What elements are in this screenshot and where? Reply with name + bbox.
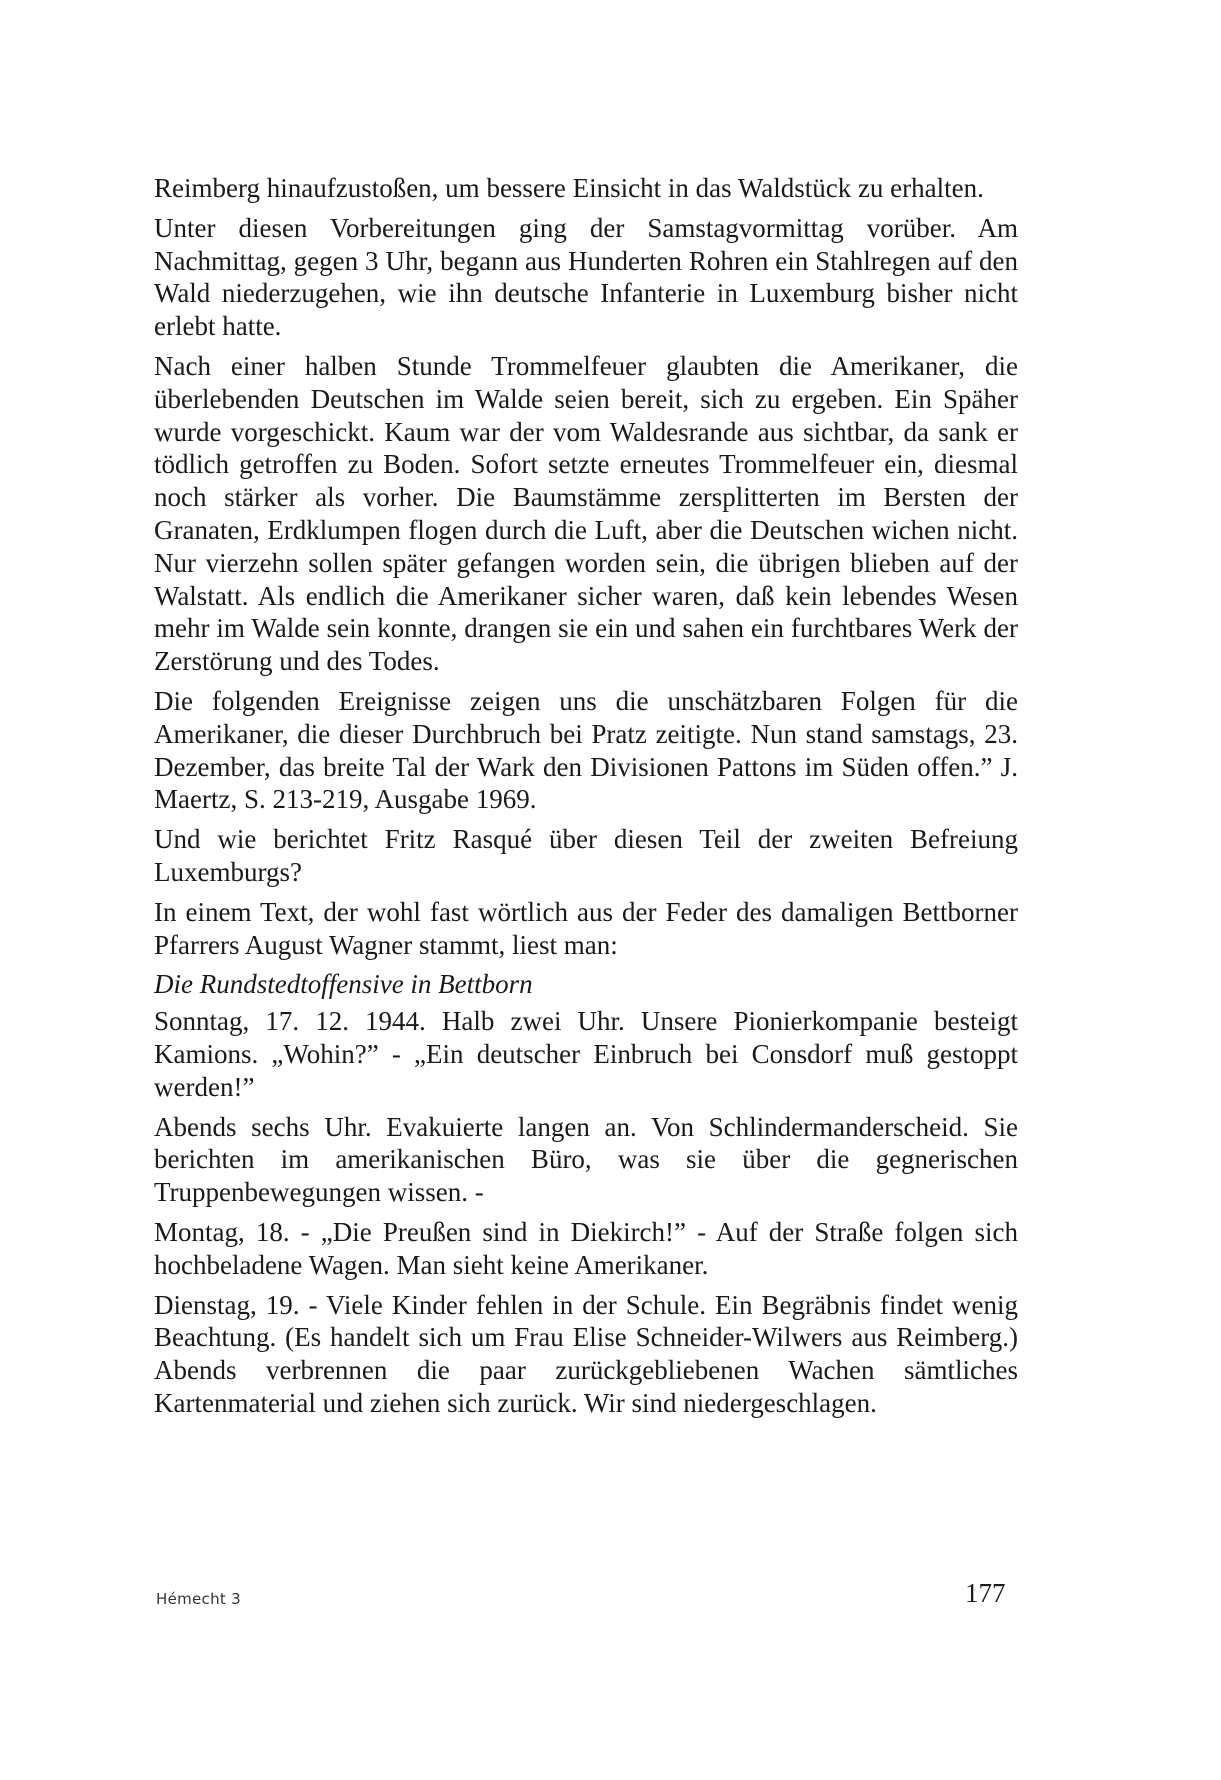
paragraph: Nach einer halben Stunde Trommelfeuer glaubten die Amerikaner, die überlebenden Deutschen im Walde seien bereit, sich zu ergeben. Ein Späher wurde vorgeschickt. Kaum war der vom Waldesrande aus sichtbar, da sank er tödlich getroffen zu Boden. Sofort setzte erneutes Trommelfeuer ein, diesmal noch stärker als vorher. Die Baumstämme zersplitterten im Bersten der Granaten, Erdklumpen flogen durch die Luft, aber die Deutschen wichen nicht. Nur vierzehn sollen später gefangen worden sein, die übrigen blieben auf der Walstatt. Als endlich die Amerikaner sicher waren, daß kein lebendes Wesen mehr im Walde sein konnte, drangen sie ein und sahen ein furchtbares Werk der Zerstörung und des Todes. [154,350,1018,677]
diary-entry: Sonntag, 17. 12. 1944. Halb zwei Uhr. Unsere Pionierkompanie besteigt Kamions. „Wohin?” - „Ein deutscher Einbruch bei Consdorf muß gestoppt werden!” [154,1006,1018,1102]
paragraph: Und wie berichtet Fritz Rasqué über diesen Teil der zweiten Befreiung Luxemburgs? [154,824,1018,887]
journal-name: Hémecht 3 [156,1590,241,1608]
diary-entry: Abends sechs Uhr. Evakuierte langen an. Von Schlindermanderscheid. Sie berichten im amerikanischen Büro, was sie über die gegnerischen Truppenbewegungen wissen. - [154,1111,1018,1208]
paragraph: Unter diesen Vorbereitungen ging der Samstagvormittag vorüber. Am Nachmittag, gegen 3 Uhr, begann aus Hunderten Rohren ein Stahlregen auf den Wald niederzugehen, wie ihn deutsche Infanterie in Luxemburg bisher nicht erlebt hatte. [154,212,1018,342]
paragraph: In einem Text, der wohl fast wörtlich aus der Feder des damaligen Bettborner Pfarrers August Wagner stammt, liest man: [154,896,1018,960]
paragraph: Reimberg hinaufzustoßen, um bessere Einsicht in das Waldstück zu erhalten. [154,173,984,203]
page-number: 177 [965,1578,1006,1608]
diary-entry: Dienstag, 19. - Viele Kinder fehlen in der Schule. Ein Begräbnis findet wenig Beachtung. (Es handelt sich um Frau Elise Schneider-Wilwers aus Reimberg.) Abends verbrennen die paar zurückgebliebenen Wachen sämtliches Kartenmaterial und ziehen sich zurück. Wir sind niedergeschlagen. [154,1289,1018,1418]
section-heading: Die Rundstedtoffensive in Bettborn [154,969,533,1000]
page-body [154,172,1018,1427]
paragraph: Die folgenden Ereignisse zeigen uns die unschätzbaren Folgen für die Amerikaner, die dieser Durchbruch bei Pratz zeitigte. Nun stand samstags, 23. Dezember, das breite Tal der Wark den Divisionen Pattons im Süden offen.” J. Maertz, S. 213-219, Ausgabe 1969. [154,685,1018,815]
diary-entry: Montag, 18. - „Die Preußen sind in Diekirch!” - Auf der Straße folgen sich hochbeladene Wagen. Man sieht keine Amerikaner. [154,1216,1018,1280]
